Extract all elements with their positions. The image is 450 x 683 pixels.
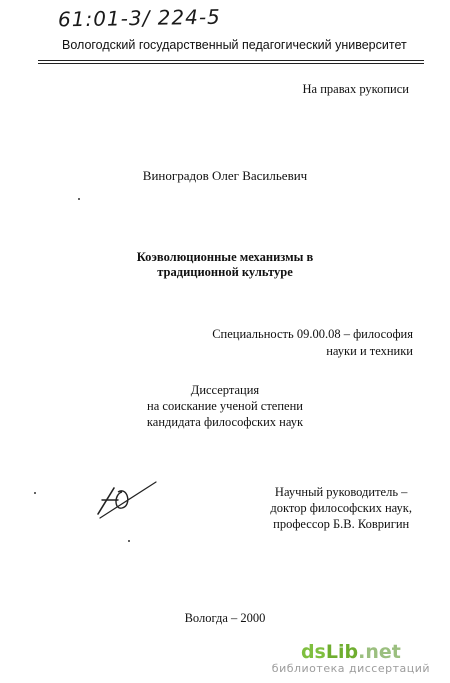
supervisor-block xyxy=(270,484,412,532)
author-name: Виноградов Олег Васильевич xyxy=(142,168,308,183)
specialty-line: науки и техники xyxy=(326,344,413,358)
city-year: Вологда – 2000 xyxy=(184,611,266,625)
dissertation-title xyxy=(0,250,450,280)
scan-speck xyxy=(78,198,80,200)
dissertation-line: на соискание ученой степени xyxy=(147,399,303,413)
university-name: Вологодский государственный педагогический университет xyxy=(62,38,407,52)
header-rule-top xyxy=(38,60,424,61)
watermark xyxy=(272,642,430,675)
signature-mark xyxy=(92,478,162,522)
dissertation-type-block xyxy=(0,382,450,430)
scan-speck xyxy=(34,492,36,494)
title-line: Коэволюционные механизмы в xyxy=(136,250,314,264)
dissertation-line: кандидата философских наук xyxy=(146,415,304,429)
specialty-line: Специальность 09.00.08 – философия xyxy=(212,327,413,341)
supervisor-line: доктор философских наук, xyxy=(270,501,412,515)
title-line: традиционной культуре xyxy=(157,265,293,279)
logo-part: ds xyxy=(300,641,326,663)
rights-note: На правах рукописи xyxy=(302,82,409,96)
supervisor-line: Научный руководитель – xyxy=(274,485,408,499)
watermark-logo xyxy=(272,642,430,662)
header-rule-bottom xyxy=(38,63,424,64)
scan-speck xyxy=(128,540,130,542)
specialty-block xyxy=(212,326,413,360)
dissertation-line: Диссертация xyxy=(190,383,260,397)
archive-number-handwritten: 61:01-3/ 224-5 xyxy=(57,4,221,32)
supervisor-line: профессор Б.В. Ковригин xyxy=(273,517,410,531)
logo-part: Lib xyxy=(325,641,359,663)
watermark-subtitle: библиотека диссертаций xyxy=(271,662,430,675)
logo-part: .net xyxy=(358,641,401,663)
